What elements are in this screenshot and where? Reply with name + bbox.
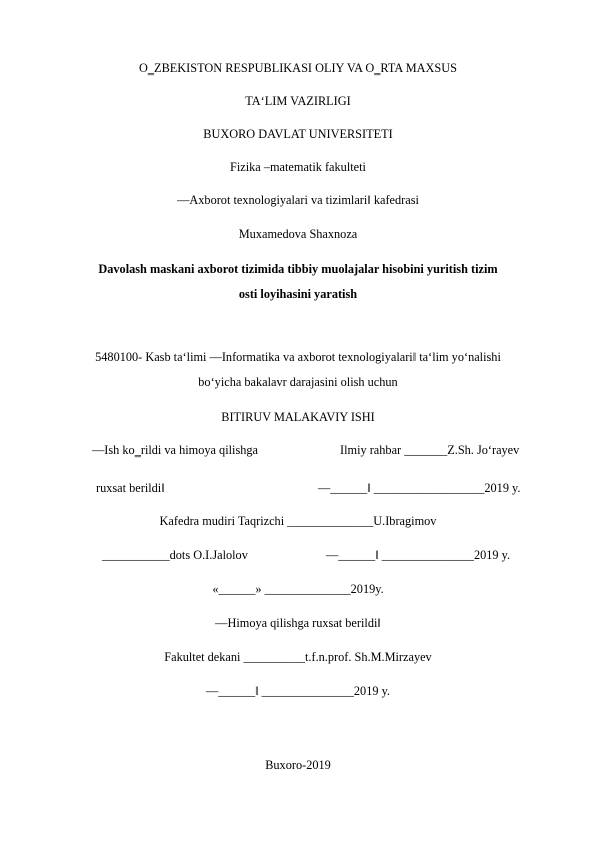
department-name: ―Axborot texnologiyalari va tizimlari‖ kafedrasi <box>177 193 419 207</box>
city-year: Buxoro-2019 <box>265 758 331 772</box>
supervisor-line: Ilmiy rahbar _______Z.Sh. Jo‘rayev <box>340 443 520 457</box>
ministry-line-1: O‗ZBEKISTON RESPUBLIKASI OLIY VA O‗RTA MAXSUS <box>139 61 457 75</box>
author-name: Muxamedova Shaxnoza <box>238 227 358 241</box>
faculty-name: Fizika –matematik fakulteti <box>230 160 366 174</box>
reviewer-line: ___________dots O.I.Jalolov <box>102 548 248 562</box>
approval-left-line-1: ―Ish ko‗rildi va himoya qilishga <box>92 443 258 457</box>
reviewer-date-line: ―______‖ _______________2019 y. <box>326 548 511 562</box>
date-line: «______» ______________2019y. <box>212 582 384 596</box>
university-name: BUXORO DAVLAT UNIVERSITETI <box>203 127 393 141</box>
work-type: BITIRUV MALAKAVIY ISHI <box>221 410 375 424</box>
defense-permission: ―Himoya qilishga ruxsat berildi‖ <box>215 616 381 630</box>
department-head-line: Kafedra mudiri Taqrizchi ______________U.Ibragimov <box>159 514 437 528</box>
thesis-title-line-2: osti loyihasini yaratish <box>238 287 358 301</box>
supervisor-date-line: ―______‖ __________________2019 y. <box>318 481 521 495</box>
program-line-2: bo‘yicha bakalavr darajasini olish uchun <box>198 375 398 389</box>
approval-left-line-2: ruxsat berildi‖ <box>96 481 165 495</box>
ministry-line-2: TA‘LIM VAZIRLIGI <box>245 94 351 108</box>
dean-date-line: ―______‖ _______________2019 y. <box>205 684 391 698</box>
thesis-title-line-1: Davolash maskani axborot tizimida tibbiy muolajalar hisobini yuritish tizim <box>98 262 498 276</box>
program-line-1: 5480100- Kasb ta‘limi ―Informatika va axborot texnologiyalari‖ ta‘lim yo‘nalishi <box>95 350 501 364</box>
dean-line: Fakultet dekani __________t.f.n.prof. Sh.M.Mirzayev <box>164 650 432 664</box>
